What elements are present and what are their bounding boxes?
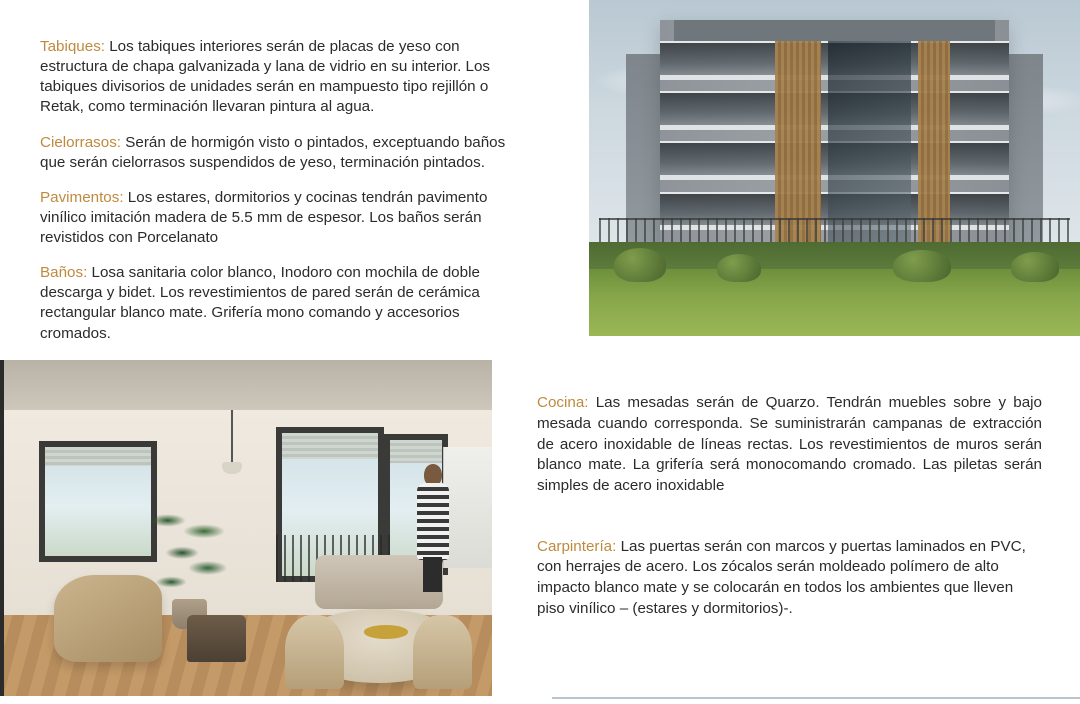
building-roof (674, 20, 995, 41)
paragraph-cocina (537, 393, 1042, 496)
bush-1 (614, 248, 666, 282)
page-left-edge (0, 360, 4, 696)
building-facade (660, 20, 1009, 248)
concrete-ceiling (0, 360, 492, 414)
dining-chair-right (413, 615, 472, 689)
lounge-chair (54, 575, 162, 662)
paragraph-lead-cielorrasos: Cielorrasos: (40, 133, 122, 151)
paragraph-pavimentos (40, 188, 520, 248)
interior-living-room-render (0, 360, 492, 696)
paragraph-lead-banos: Baños: (40, 264, 88, 282)
right-text-column (537, 378, 1042, 659)
exterior-building-render (589, 0, 1080, 336)
paragraph-cielorrasos (40, 133, 520, 173)
paragraph-lead-tabiques: Tabiques: (40, 38, 106, 56)
side-table (187, 615, 246, 662)
paragraph-body-carpinteria: Las puertas serán con marcos y puertas laminados en PVC, con herrajes de acero. Los zócalos serán moldeado polímero de alto impacto blanco mate y se colocarán en todos los ambientes que lleven piso vinílico – (estares y dormitorios)-. (537, 537, 1026, 617)
paragraph-body-tabiques: Los tabiques interiores serán de placas de yeso con estructura de chapa galvanizada y lana de vidrio en su interior. Los tabiques divisorios de unidades serán en mampuesto tipo rejillón o Retak, como terminación llevaran pintura al agua. (40, 38, 490, 116)
person-body (417, 483, 448, 560)
pendant-lamp (231, 410, 233, 464)
person-figure (413, 464, 452, 592)
fruit-bowl (364, 625, 408, 638)
page-bottom-rule (552, 697, 1080, 699)
paragraph-body-cielorrasos: Serán de hormigón visto o pintados, exceptuando baños que serán cielorrasos suspendidos de yeso, terminación pintados. (40, 133, 506, 171)
paragraph-lead-carpinteria: Carpintería: (537, 537, 617, 555)
left-text-column (40, 22, 520, 344)
paragraph-body-cocina: Las mesadas serán de Quarzo. Tendrán muebles sobre y bajo mesada cuando corresponda. Se suministrarán campanas de extracción de acero inoxidable de líneas rectas. Los revestimientos de muros serán blanco mate. La grifería será monocomando cromado. Las piletas serán simples de acero inoxidable (537, 394, 1042, 494)
lawn (589, 269, 1080, 336)
paragraph-body-pavimentos: Los estares, dormitorios y cocinas tendrán pavimento vinílico imitación madera de 5.5 mm de espesor. Los baños serán revistidos con Porcelanato (40, 188, 488, 247)
paragraph-lead-cocina: Cocina: (537, 394, 589, 412)
window-blind-right (390, 440, 442, 463)
paragraph-lead-pavimentos: Pavimentos: (40, 188, 124, 206)
window-left (39, 441, 157, 562)
paragraph-body-banos: Losa sanitaria color blanco, Inodoro con mochila de doble descarga y bidet. Los revestimientos de pared serán de cerámica rectangular blanco mate. Grifería mono comando y accesorios cromados. (40, 264, 480, 342)
paragraph-carpinteria (537, 537, 1042, 620)
window-blind-left (45, 447, 151, 467)
dining-chair-left (285, 615, 344, 689)
paragraph-banos (40, 263, 520, 343)
bush-3 (893, 250, 951, 282)
paragraph-tabiques (40, 37, 520, 117)
bush-4 (1011, 252, 1059, 282)
bush-2 (717, 254, 761, 282)
person-legs (423, 557, 441, 591)
potted-plant (153, 501, 227, 609)
window-blind-center (282, 433, 378, 459)
